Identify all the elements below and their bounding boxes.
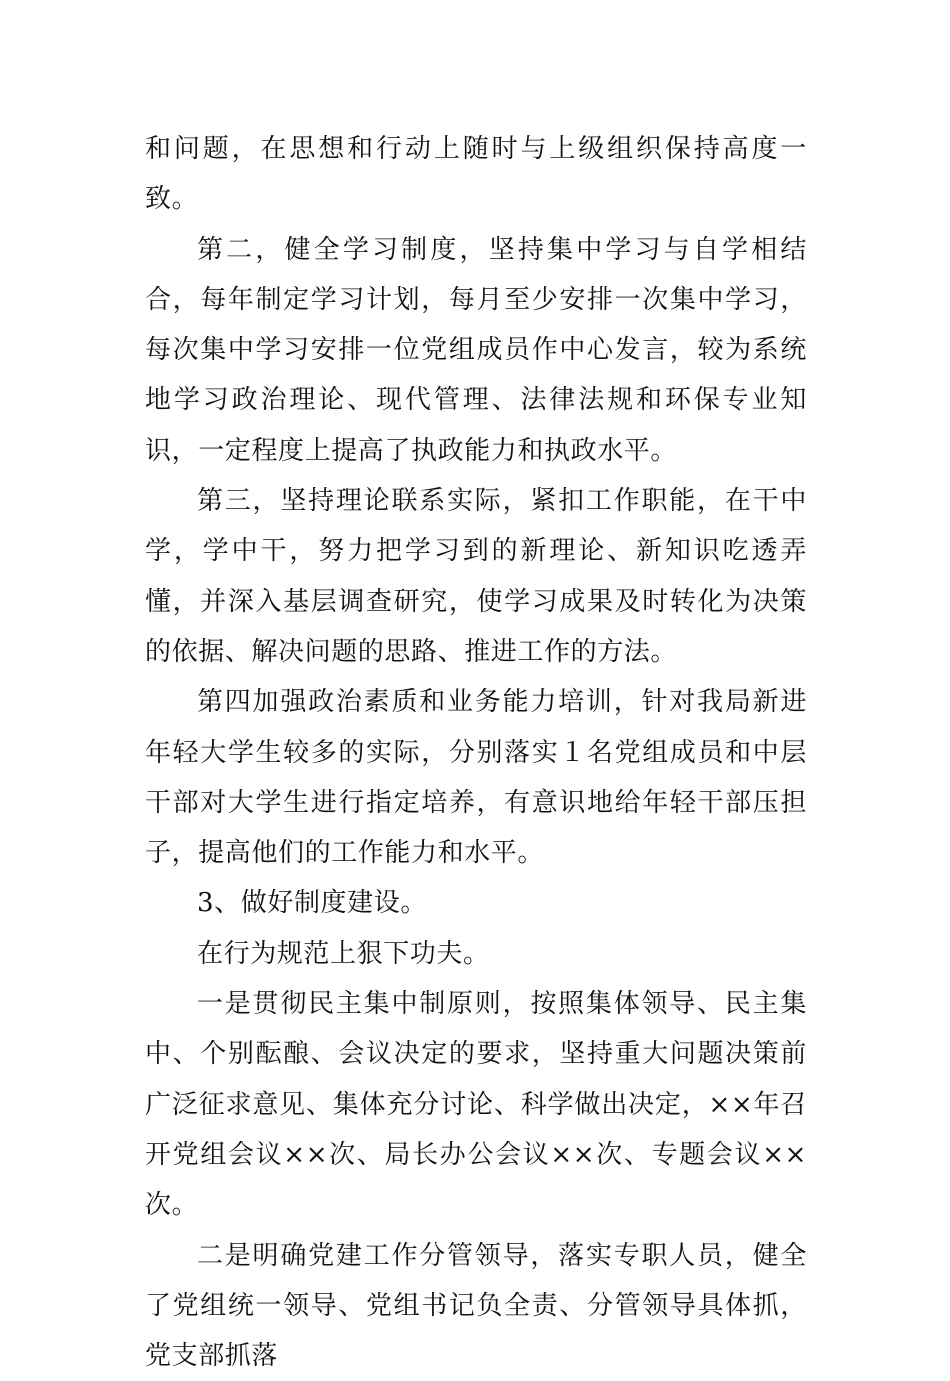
paragraph-second-study-system: 第二，健全学习制度，坚持集中学习与自学相结合，每年制定学习计划，每月至少安排一次集中学习，每次集中学习安排一位党组成员作中心发言，较为系统地学习政治理论、现代管理、法律法规和环保专业知识，一定程度上提高了执政能力和执政水平。 xyxy=(145,234,807,466)
section-heading-system-building: 3、做好制度建设。 xyxy=(197,888,427,919)
paragraph-democratic-centralism: 一是贯彻民主集中制原则，按照集体领导、民主集中、个别酝酿、会议决定的要求，坚持重大问题决策前广泛征求意见、集体充分讨论、科学做出决定，××年召开党组会议××次、局长办公会议××次、专题会议××次。 xyxy=(145,989,807,1221)
paragraph-party-building-leadership: 二是明确党建工作分管领导，落实专职人员，健全了党组统一领导、党组书记负全责、分管领导具体抓，党支部抓落 xyxy=(145,1240,807,1372)
paragraph-behavior-norms: 在行为规范上狠下功夫。 xyxy=(197,938,490,969)
paragraph-fourth-training: 第四加强政治素质和业务能力培训，针对我局新进年轻大学生较多的实际，分别落实１名党组成员和中层干部对大学生进行指定培养，有意识地给年轻干部压担子，提高他们的工作能力和水平。 xyxy=(145,687,807,869)
paragraph-third-theory-practice: 第三，坚持理论联系实际，紧扣工作职能，在干中学，学中干，努力把学习到的新理论、新知识吃透弄懂，并深入基层调查研究，使学习成果及时转化为决策的依据、解决问题的思路、推进工作的方法。 xyxy=(145,486,807,667)
document-body xyxy=(145,124,807,1381)
paragraph-continuation: 和问题，在思想和行动上随时与上级组织保持高度一致。 xyxy=(145,134,807,215)
